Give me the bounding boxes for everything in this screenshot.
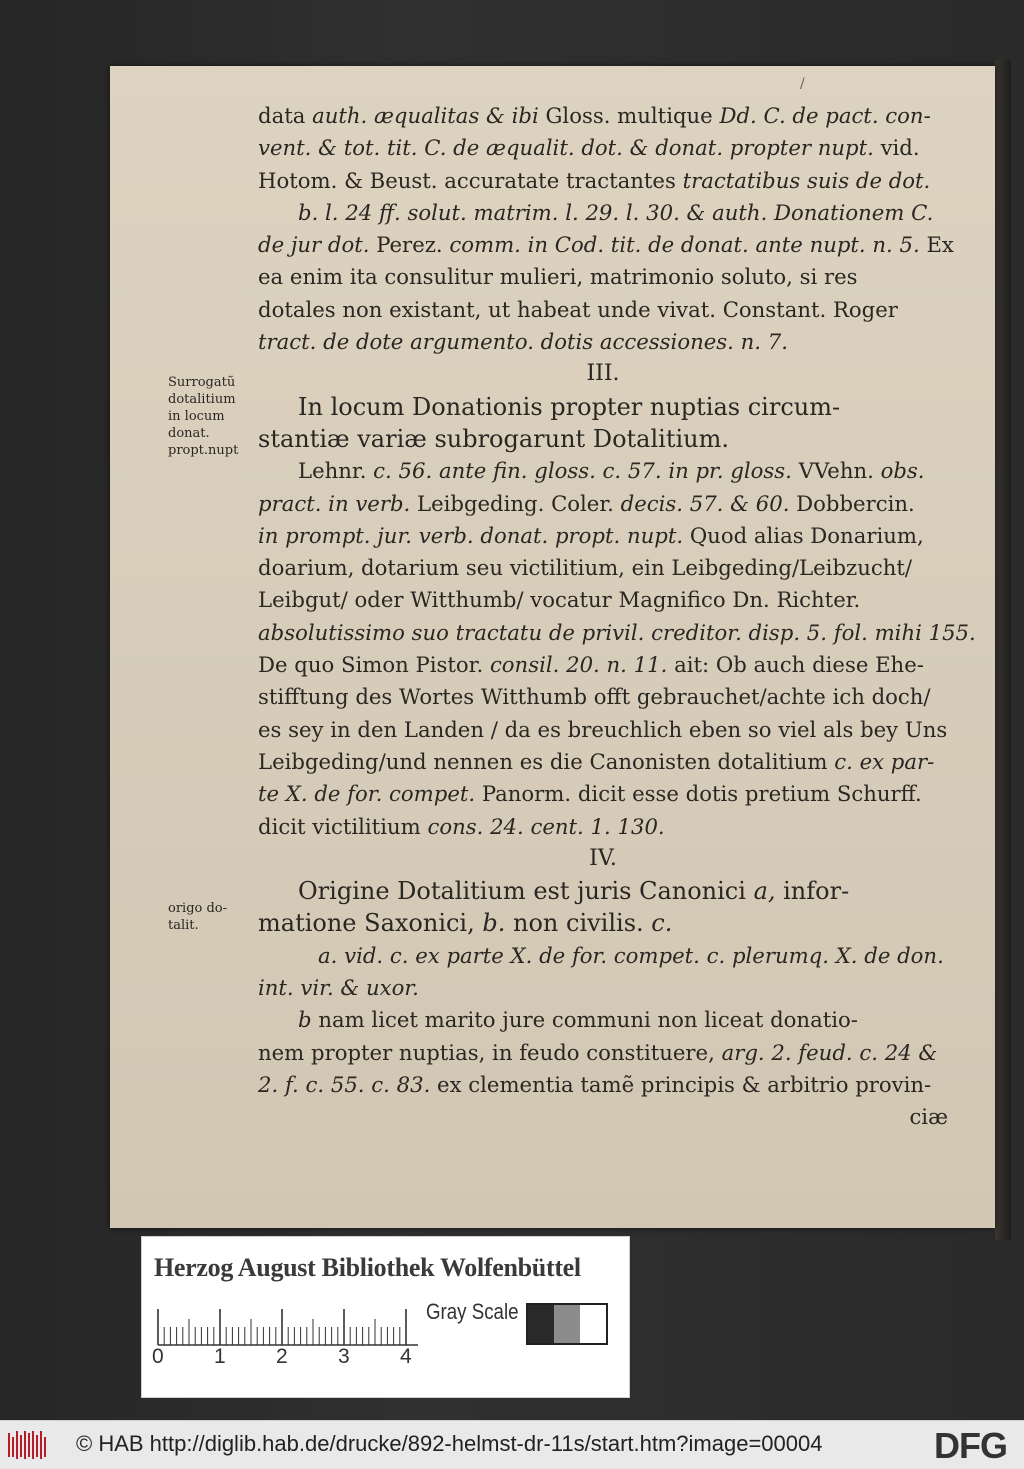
text-line (258, 617, 976, 649)
roman-text: stantiæ variæ subrogarunt Dotalitium. (258, 424, 729, 453)
text-line (258, 972, 948, 1004)
roman-text: stifftung des Wortes Witthumb offt gebrauchet/achte ich doch/ (258, 684, 931, 710)
roman-text: VVehn. (791, 458, 881, 484)
italic-citation: a. vid. c. ex parte X. de for. compet. c. plerumq. X. de don. (318, 942, 944, 968)
text-line (258, 1004, 948, 1036)
ruler-number: 2 (276, 1345, 288, 1368)
roman-text: ait: Ob auch diese Ehe- (667, 652, 924, 678)
margin-note-line: donat. (168, 426, 210, 441)
roman-text: nam licet marito jure communi non liceat donatio- (311, 1007, 858, 1033)
roman-text: Origine Dotalitium est juris Canonici (298, 877, 754, 906)
text-line (258, 875, 948, 907)
italic-citation: obs. (880, 458, 925, 484)
roman-text: nem propter nuptias, in feudo constituere, (258, 1039, 722, 1065)
gray-scale-label: Gray Scale (426, 1299, 519, 1324)
italic-citation: b. l. 24 ff. solut. matrim. l. 29. l. 30. & auth. Donationem C. (298, 199, 934, 225)
italic-citation: auth. æqualitas & ibi (312, 103, 539, 128)
roman-text: Leibgeding. Coler. (410, 490, 621, 516)
text-line (258, 391, 948, 423)
italic-citation: c. 56. ante fin. gloss. c. 57. in pr. gloss. (373, 458, 792, 484)
gray-scale-swatches (526, 1303, 608, 1345)
roman-text: De quo Simon Pistor. (258, 652, 490, 678)
page-text (258, 100, 976, 1134)
margin-note-line: propt.nupt (168, 443, 239, 458)
margin-note-line: origo do- (168, 901, 228, 916)
roman-text: Ex (919, 232, 954, 258)
section-header-iii: III. (586, 361, 620, 387)
roman-text: Lehnr. (298, 458, 374, 484)
italic-citation: b. (482, 909, 506, 938)
text-line (258, 778, 948, 810)
text-line (258, 294, 948, 326)
hab-logo-icon (6, 1429, 50, 1461)
text-line (258, 488, 948, 520)
section-header-iv: IV. (589, 845, 617, 871)
text-line (258, 100, 948, 132)
italic-citation: 2. f. c. 55. c. 83. (258, 1071, 431, 1097)
text-line (258, 455, 948, 487)
italic-citation: te X. de for. compet. (258, 781, 476, 807)
text-line (258, 649, 948, 681)
margin-note-origo (168, 900, 268, 934)
italic-citation: arg. 2. feud. c. 24 & (721, 1039, 938, 1065)
text-line (258, 197, 948, 229)
italic-citation: c. ex par- (834, 748, 935, 774)
roman-text: es sey in den Landen / da es breuchlich eben so viel als bey Uns (258, 716, 948, 742)
roman-text: Perez. (369, 232, 450, 258)
text-line (258, 261, 948, 293)
roman-text: ex clementia tamẽ principis & arbitrio provin- (430, 1071, 932, 1097)
italic-citation: Dd. C. de pact. con- (719, 103, 931, 128)
roman-text: Quod alias Donarium, (683, 522, 924, 548)
italic-citation: pract. in verb. (258, 490, 411, 516)
margin-note-line: Surrogatũ (168, 375, 236, 390)
page-edge (995, 60, 1011, 1240)
ruler-number: 1 (214, 1345, 226, 1368)
ruler-number: 0 (152, 1345, 164, 1368)
roman-text: Leibgut/ oder Witthumb/ vocatur Magnifico Dn. Richter. (258, 587, 861, 613)
viewer-footer (0, 1420, 1024, 1469)
text-line (258, 1101, 948, 1133)
text-block-section-iii (258, 391, 976, 843)
text-line (258, 681, 948, 713)
margin-note-surrogatum (168, 374, 268, 459)
italic-citation: a, (753, 877, 776, 906)
roman-text: ea enim ita consulitur mulieri, matrimonio soluto, si res (258, 264, 858, 290)
text-line (258, 811, 948, 843)
text-line (258, 326, 948, 358)
italic-citation: consil. 20. n. 11. (489, 652, 668, 678)
color-target-card (141, 1236, 630, 1398)
text-line (258, 584, 948, 616)
text-line (258, 940, 948, 972)
italic-citation: vent. & tot. tit. C. de æqualit. dot. & donat. propter nupt. (258, 135, 874, 161)
italic-citation: tract. de dote argumento. dotis accessiones. n. 7. (258, 329, 788, 355)
roman-text: Dobbercin. (789, 490, 915, 516)
source-url[interactable]: © HAB http://diglib.hab.de/drucke/892-helmst-dr-11s/start.htm?image=00004 (76, 1431, 823, 1456)
roman-text: non civilis. (505, 909, 652, 938)
roman-text: data (258, 103, 313, 128)
gray-swatch (528, 1305, 554, 1343)
italic-citation: cons. 24. cent. 1. 130. (427, 813, 665, 839)
gray-swatch (580, 1305, 606, 1343)
ruler-number: 4 (400, 1345, 412, 1368)
roman-text: doarium, dotarium seu victilitium, ein Leibgeding/Leibzucht/ (258, 555, 912, 581)
italic-citation: c. (651, 909, 673, 938)
italic-citation: decis. 57. & 60. (620, 490, 790, 516)
roman-text: infor- (775, 877, 850, 906)
roman-text: In locum Donationis propter nuptias circum- (298, 392, 841, 421)
text-line (258, 1037, 948, 1069)
text-line (258, 423, 948, 455)
roman-text: dicit victilitium (258, 813, 428, 839)
roman-text: Panorm. dicit esse dotis pretium Schurff. (475, 781, 922, 807)
text-line (258, 520, 948, 552)
italic-citation: tractatibus suis de dot. (682, 167, 931, 193)
margin-note-line: talit. (168, 918, 199, 933)
text-line (258, 229, 954, 261)
text-line (258, 714, 948, 746)
dfg-logo: DFG (934, 1425, 1007, 1466)
roman-text: vid. (873, 135, 920, 161)
italic-citation: in prompt. jur. verb. donat. propt. nupt. (258, 522, 684, 548)
text-line (258, 1069, 948, 1101)
ruler-number: 3 (338, 1345, 350, 1368)
text-line (258, 132, 948, 164)
text-line (258, 552, 948, 584)
page-mark: / (800, 76, 805, 92)
roman-text: ciæ (909, 1104, 948, 1130)
roman-text: matione Saxonici, (258, 909, 483, 938)
text-block-section-iv (258, 875, 948, 1133)
roman-text: Gloss. multique (538, 103, 720, 128)
text-line (258, 165, 948, 197)
text-line (258, 746, 948, 778)
library-title: Herzog August Bibliothek Wolfenbüttel (154, 1253, 581, 1282)
margin-note-line: dotalitium (168, 392, 236, 407)
text-line (258, 907, 948, 939)
text-block-intro (258, 100, 954, 358)
italic-citation: de jur dot. (258, 232, 370, 258)
italic-citation: absolutissimo suo tractatu de privil. creditor. disp. 5. fol. mihi 155. (258, 619, 976, 645)
gray-swatch (554, 1305, 580, 1343)
roman-text: Leibgeding/und nennen es die Canonisten dotalitium (258, 748, 835, 774)
italic-citation: comm. in Cod. tit. de donat. ante nupt. n. 5. (449, 232, 920, 258)
italic-citation: b (298, 1007, 312, 1033)
margin-note-line: in locum (168, 409, 225, 424)
book-page (110, 66, 995, 1228)
roman-text: dotales non existant, ut habeat unde vivat. Constant. Roger (258, 296, 898, 322)
italic-citation: int. vir. & uxor. (258, 975, 419, 1001)
roman-text: Hotom. & Beust. accuratate tractantes (258, 167, 683, 193)
